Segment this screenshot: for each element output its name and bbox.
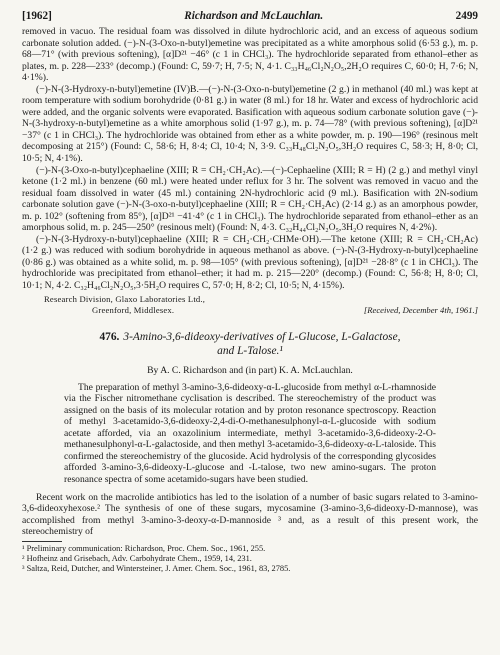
- footnote: ² Hofheinz and Grisebach, Adv. Carbohydrate Chem., 1959, 14, 231.: [22, 553, 252, 563]
- paragraph: (−)-N-(3-Oxo-n-butyl)cephaeline (XIII; R = CH₂·CH₂Ac).—(−)-Cephaeline (XIII; R = H) (2 g.) and methyl vinyl ketone (1·2 ml.) in benzene (60 ml.) were heated under reflux for 3 hr. The solvent was removed in vacuo and the residual foam dissolved in water (45 ml.) containing 2N-hydrochloric acid (9 ml.). Basification with 2N-sodium carbonate solution gave (−)-N-(3-oxo-n-butyl)cephaeline (XIII; R = CH₂·CH₂Ac) (2·14 g.) as an amorphous powder, m. p. 102° (softening from 85°), [α]D²¹ −41·4° (c 1 in CHCl₃). The hydrochloride separated from ethanol–ether as an amorphous solid, m. p. 245—250° (resinous melt) (Found: N, 4·3. C₃₂H₄₄Cl₂N₂O₅,3H₂O requires N, 4·2%).: [22, 164, 478, 234]
- footnotes: [22, 544, 478, 575]
- paragraph: removed in vacuo. The residual foam was dissolved in dilute hydrochloric acid, and an excess of aqueous sodium carbonate solution added. (−)-N-(3-Oxo-n-butyl)emetine was precipitated as a white amorphous solid (6·53 g.), m. p. 68—71° (with previous softening), [α]D²¹ −46° (c 1 in CHCl₃). The hydrochloride separated from ethanol–ether as plates, m. p. 228—233° (decomp.) (Found: C, 59·7; H, 7·5; N, 4·1. C₃₃H₄₆Cl₂N₂O₅,2H₂O requires C, 60·0; H, 7·6; N, 4·1%).: [22, 26, 478, 84]
- header-year: [1962]: [22, 10, 52, 22]
- received-date: [Received, December 4th, 1961.]: [363, 304, 478, 315]
- intro-paragraph: Recent work on the macrolide antibiotics has led to the isolation of a number of basic sugars related to 3-amino-3,6-dideoxyhexose.² The synthesis of one of these sugars, mycosamine (3-amino-3,6-dideoxy-D-mannose), was accomplished from methyl 3-amino-3-deoxy-α-D-mannoside ³ and, as a result of this present work, the stereochemistry of: [22, 491, 478, 538]
- article-body: [22, 492, 478, 538]
- article-number: 476.: [99, 330, 120, 343]
- article-heading: [22, 330, 478, 358]
- affiliation-city: Greenford, Middlesex.: [92, 304, 175, 315]
- footnote-rule: [22, 541, 62, 542]
- paragraph: (−)-N-(3-Hydroxy-n-butyl)cephaeline (XIII; R = CH₂·CH₂·CHMe·OH).—The ketone (XIII; R = CH₂·CH₂Ac) (1·2 g.) was reduced with sodium borohydride in aqueous methanol as above. (−)-N-(3-Hydroxy-n-butyl)cephaeline (0·86 g.) was obtained as a white solid, m. p. 98—105° (with previous softening), [α]D²¹ −28·8° (c 1 in CHCl₃). The hydrochloride was precipitated from ethanol–ether; it had m. p. 215—220° (decomp.) (Found: C, 56·8; H, 8·0; Cl, 10·1; N, 4·2. C₃₂H₄₆Cl₂N₂O₅,3·5H₂O requires C, 57·0; H, 8·2; Cl, 10·5; N, 4·15%).: [22, 233, 478, 292]
- header-title: Richardson and McLauchlan.: [184, 10, 324, 22]
- abstract: [64, 382, 436, 486]
- footnote: ³ Saltza, Reid, Dutcher, and Wintersteiner, J. Amer. Chem. Soc., 1961, 83, 2785.: [22, 564, 291, 574]
- paragraph: (−)-N-(3-Hydroxy-n-butyl)emetine (IV)B.—(−)-N-(3-Oxo-n-butyl)emetine (2 g.) in methanol (40 ml.) was kept at room temperature with sodium borohydride (0·81 g.) in water (8 ml.) for 18 hr. Water and excess of hydrochloric acid were added, and the organic solvents were evaporated. Basification with aqueous sodium carbonate solution gave (−)-N-(3-hydroxy-n-butyl)emetine as a white amorphous solid (1·97 g.), m. p. 74—78° (with previous softening), [α]D²¹ −37° (c 1 in CHCl₃). The hydrochloride was obtained from ether as a white powder, m. p. 190—196° (resinous melt decomposing at 215°) (Found: C, 58·6; H, 8·4; Cl, 10·4; N, 3·9. C₃₃H₄₈Cl₂N₂O₅,3H₂O requires C, 58·3; H, 8·0; Cl, 10·5; N, 4·1%).: [22, 83, 478, 165]
- page-header: [22, 10, 478, 22]
- article-authors: By A. C. Richardson and (in part) K. A. McLauchlan.: [147, 364, 353, 376]
- experimental-section: [22, 26, 478, 292]
- article-title-line2: and L-Talose.¹: [217, 344, 283, 357]
- affiliation-line: Research Division, Glaxo Laboratories Ltd.,: [44, 293, 206, 304]
- article-title-line1: 3-Amino-3,6-dideoxy-derivatives of L-Glucose, L-Galactose,: [123, 330, 401, 343]
- header-page-number: 2499: [455, 10, 478, 22]
- affiliation-block: [22, 294, 478, 316]
- footnote: ¹ Preliminary communication: Richardson, Proc. Chem. Soc., 1961, 255.: [22, 543, 266, 553]
- abstract-text: The preparation of methyl 3-amino-3,6-dideoxy-α-L-glucoside from methyl α-L-rhamnoside via the Fischer nitromethane cyclisation is described. The stereochemistry of the product was assigned on the basis of its molecular rotation and by proton resonance spectroscopy. Reaction of methyl 3-acetamido-3,6-dideoxy-2,4-di-O-methanesulphonyl-α-L-glucoside with sodium acetate afforded, via an oxazolinium intermediate, methyl 3-acetamido-3,6-dideoxy-2-O-methanesulphonyl-α-L-galactoside, and then methyl 3-acetamido-3,6-dideoxy-α-L-taloside. This confirmed the stereochemistry of the glucoside. Acid hydrolysis of the corresponding glycosides afforded 3-amino-3,6-dideoxy-L-glucose and -L-talose, two new amino-sugars. The proton resonance spectra of some acetamido-sugars have been studied.: [64, 381, 436, 485]
